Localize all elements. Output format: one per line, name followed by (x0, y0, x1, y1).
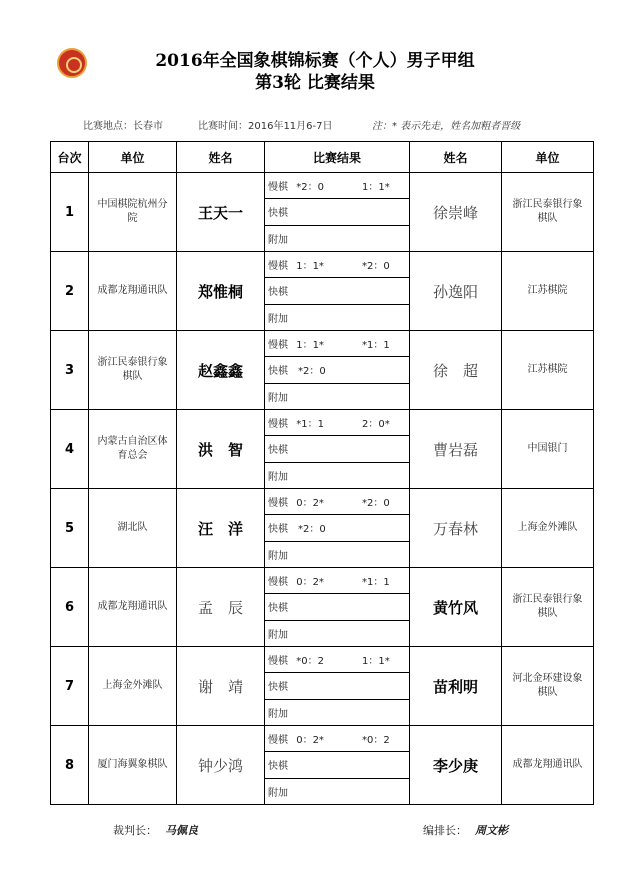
header-name-b: 姓名 (410, 142, 502, 173)
fast-label: 快棋 (268, 287, 288, 299)
unit-b: 江苏棋院 (502, 331, 594, 410)
extra-label: 附加 (268, 787, 288, 799)
table-row (51, 410, 594, 489)
board-number: 4 (51, 410, 89, 489)
slow-game-line (265, 331, 409, 357)
player-b: 万春林 (410, 489, 502, 568)
player-b: 徐 超 (410, 331, 502, 410)
slow-game-2: 2：0* (362, 419, 390, 431)
header-unit-a: 单位 (89, 142, 177, 173)
slow-game-line (265, 489, 409, 515)
player-b: 李少庚 (410, 726, 502, 805)
extra-game-line (265, 226, 409, 251)
board-number: 1 (51, 173, 89, 252)
header-unit-b: 单位 (502, 142, 594, 173)
result-cell (265, 489, 410, 568)
fast-game-line (265, 515, 409, 541)
unit-a: 中国棋院杭州分院 (89, 173, 177, 252)
extra-label: 附加 (268, 471, 288, 483)
result-cell (265, 173, 410, 252)
slow-game-2: 1：1* (362, 656, 390, 668)
page-title: 2016年全国象棋锦标赛（个人）男子甲组 (155, 51, 475, 71)
slow-game-line (265, 410, 409, 436)
table-row (51, 173, 594, 252)
extra-game-line (265, 700, 409, 725)
table-row (51, 726, 594, 805)
player-a: 钟少鸿 (177, 726, 265, 805)
fast-label: 快棋 (268, 524, 288, 536)
slow-game-1: 0：2* (296, 577, 324, 589)
player-a: 洪 智 (177, 410, 265, 489)
slow-game-1: 0：2* (296, 735, 324, 747)
referee-name: 马佩良 (165, 824, 198, 837)
extra-label: 附加 (268, 550, 288, 562)
table-row (51, 489, 594, 568)
result-cell (265, 252, 410, 331)
unit-b: 中国银门 (502, 410, 594, 489)
slow-game-2: *2：0 (362, 261, 390, 273)
header-row (51, 142, 594, 173)
player-b: 孙逸阳 (410, 252, 502, 331)
fast-game-line (265, 199, 409, 225)
fast-label: 快棋 (268, 682, 288, 694)
unit-b: 成都龙翔通讯队 (502, 726, 594, 805)
fast-game-line (265, 752, 409, 778)
fast-label: 快棋 (268, 366, 288, 378)
result-cell (265, 410, 410, 489)
extra-game-line (265, 779, 409, 804)
slow-game-line (265, 726, 409, 752)
table-row (51, 568, 594, 647)
header-board: 台次 (51, 142, 89, 173)
player-a: 王天一 (177, 173, 265, 252)
extra-label: 附加 (268, 313, 288, 325)
slow-game-2: *0：2 (362, 735, 390, 747)
result-cell (265, 331, 410, 410)
extra-game-line (265, 621, 409, 646)
slow-label: 慢棋 (268, 735, 288, 747)
unit-a: 成都龙翔通讯队 (89, 568, 177, 647)
arranger-line (423, 822, 508, 838)
fast-game-line (265, 673, 409, 699)
table-row (51, 331, 594, 410)
arranger-label: 编排长： (423, 824, 467, 837)
player-b: 曹岩磊 (410, 410, 502, 489)
unit-a: 浙江民泰银行象棋队 (89, 331, 177, 410)
board-number: 5 (51, 489, 89, 568)
unit-b: 河北金环建设象棋队 (502, 647, 594, 726)
unit-b: 江苏棋院 (502, 252, 594, 331)
extra-label: 附加 (268, 392, 288, 404)
fast-game: *2：0 (298, 366, 326, 378)
slow-label: 慢棋 (268, 182, 288, 194)
board-number: 7 (51, 647, 89, 726)
slow-game-2: *1：1 (362, 577, 390, 589)
unit-a: 内蒙古自治区体育总会 (89, 410, 177, 489)
fast-label: 快棋 (268, 208, 288, 220)
player-b: 苗利明 (410, 647, 502, 726)
fast-game-line (265, 278, 409, 304)
slow-label: 慢棋 (268, 498, 288, 510)
header-name-a: 姓名 (177, 142, 265, 173)
result-cell (265, 647, 410, 726)
slow-game-1: *2：0 (296, 182, 324, 194)
player-b: 徐崇峰 (410, 173, 502, 252)
fast-label: 快棋 (268, 603, 288, 615)
slow-game-1: 1：1* (296, 340, 324, 352)
player-a: 赵鑫鑫 (177, 331, 265, 410)
fast-game-line (265, 594, 409, 620)
slow-game-line (265, 568, 409, 594)
player-a: 谢 靖 (177, 647, 265, 726)
fast-label: 快棋 (268, 445, 288, 457)
extra-game-line (265, 542, 409, 567)
player-a: 郑惟桐 (177, 252, 265, 331)
extra-game-line (265, 305, 409, 330)
fast-label: 快棋 (268, 761, 288, 773)
slow-label: 慢棋 (268, 419, 288, 431)
unit-b: 浙江民泰银行象棋队 (502, 568, 594, 647)
extra-game-line (265, 463, 409, 488)
slow-label: 慢棋 (268, 577, 288, 589)
table-row (51, 252, 594, 331)
fast-game: *2：0 (298, 524, 326, 536)
time-text: 比赛时间：2016年11月6-7日 (198, 121, 333, 132)
unit-a: 湖北队 (89, 489, 177, 568)
unit-a: 成都龙翔通讯队 (89, 252, 177, 331)
venue-text: 比赛地点：长春市 (83, 121, 163, 132)
slow-label: 慢棋 (268, 340, 288, 352)
board-number: 2 (51, 252, 89, 331)
header-result: 比赛结果 (265, 142, 410, 173)
referee-label: 裁判长： (113, 824, 157, 837)
note-text: 注：* 表示先走，姓名加粗者晋级 (372, 121, 521, 132)
board-number: 6 (51, 568, 89, 647)
extra-game-line (265, 384, 409, 409)
page-subtitle: 第3轮 比赛结果 (255, 73, 375, 93)
slow-game-2: 1：1* (362, 182, 390, 194)
board-number: 8 (51, 726, 89, 805)
unit-b: 上海金外滩队 (502, 489, 594, 568)
extra-label: 附加 (268, 629, 288, 641)
fast-game-line (265, 436, 409, 462)
slow-game-2: *2：0 (362, 498, 390, 510)
player-b: 黄竹风 (410, 568, 502, 647)
arranger-name: 周文彬 (475, 824, 508, 837)
slow-game-2: *1：1 (362, 340, 390, 352)
slow-game-1: *0：2 (296, 656, 324, 668)
fast-game-line (265, 357, 409, 383)
results-table (50, 141, 594, 805)
unit-a: 上海金外滩队 (89, 647, 177, 726)
slow-label: 慢棋 (268, 656, 288, 668)
unit-a: 厦门海翼象棋队 (89, 726, 177, 805)
result-cell (265, 726, 410, 805)
player-a: 孟 辰 (177, 568, 265, 647)
slow-game-1: 1：1* (296, 261, 324, 273)
slow-game-line (265, 252, 409, 278)
slow-game-line (265, 173, 409, 199)
extra-label: 附加 (268, 708, 288, 720)
slow-label: 慢棋 (268, 261, 288, 273)
board-number: 3 (51, 331, 89, 410)
slow-game-1: *1：1 (296, 419, 324, 431)
slow-game-1: 0：2* (296, 498, 324, 510)
player-a: 汪 洋 (177, 489, 265, 568)
referee-line (113, 822, 198, 838)
extra-label: 附加 (268, 234, 288, 246)
result-cell (265, 568, 410, 647)
slow-game-line (265, 647, 409, 673)
unit-b: 浙江民泰银行象棋队 (502, 173, 594, 252)
table-row (51, 647, 594, 726)
